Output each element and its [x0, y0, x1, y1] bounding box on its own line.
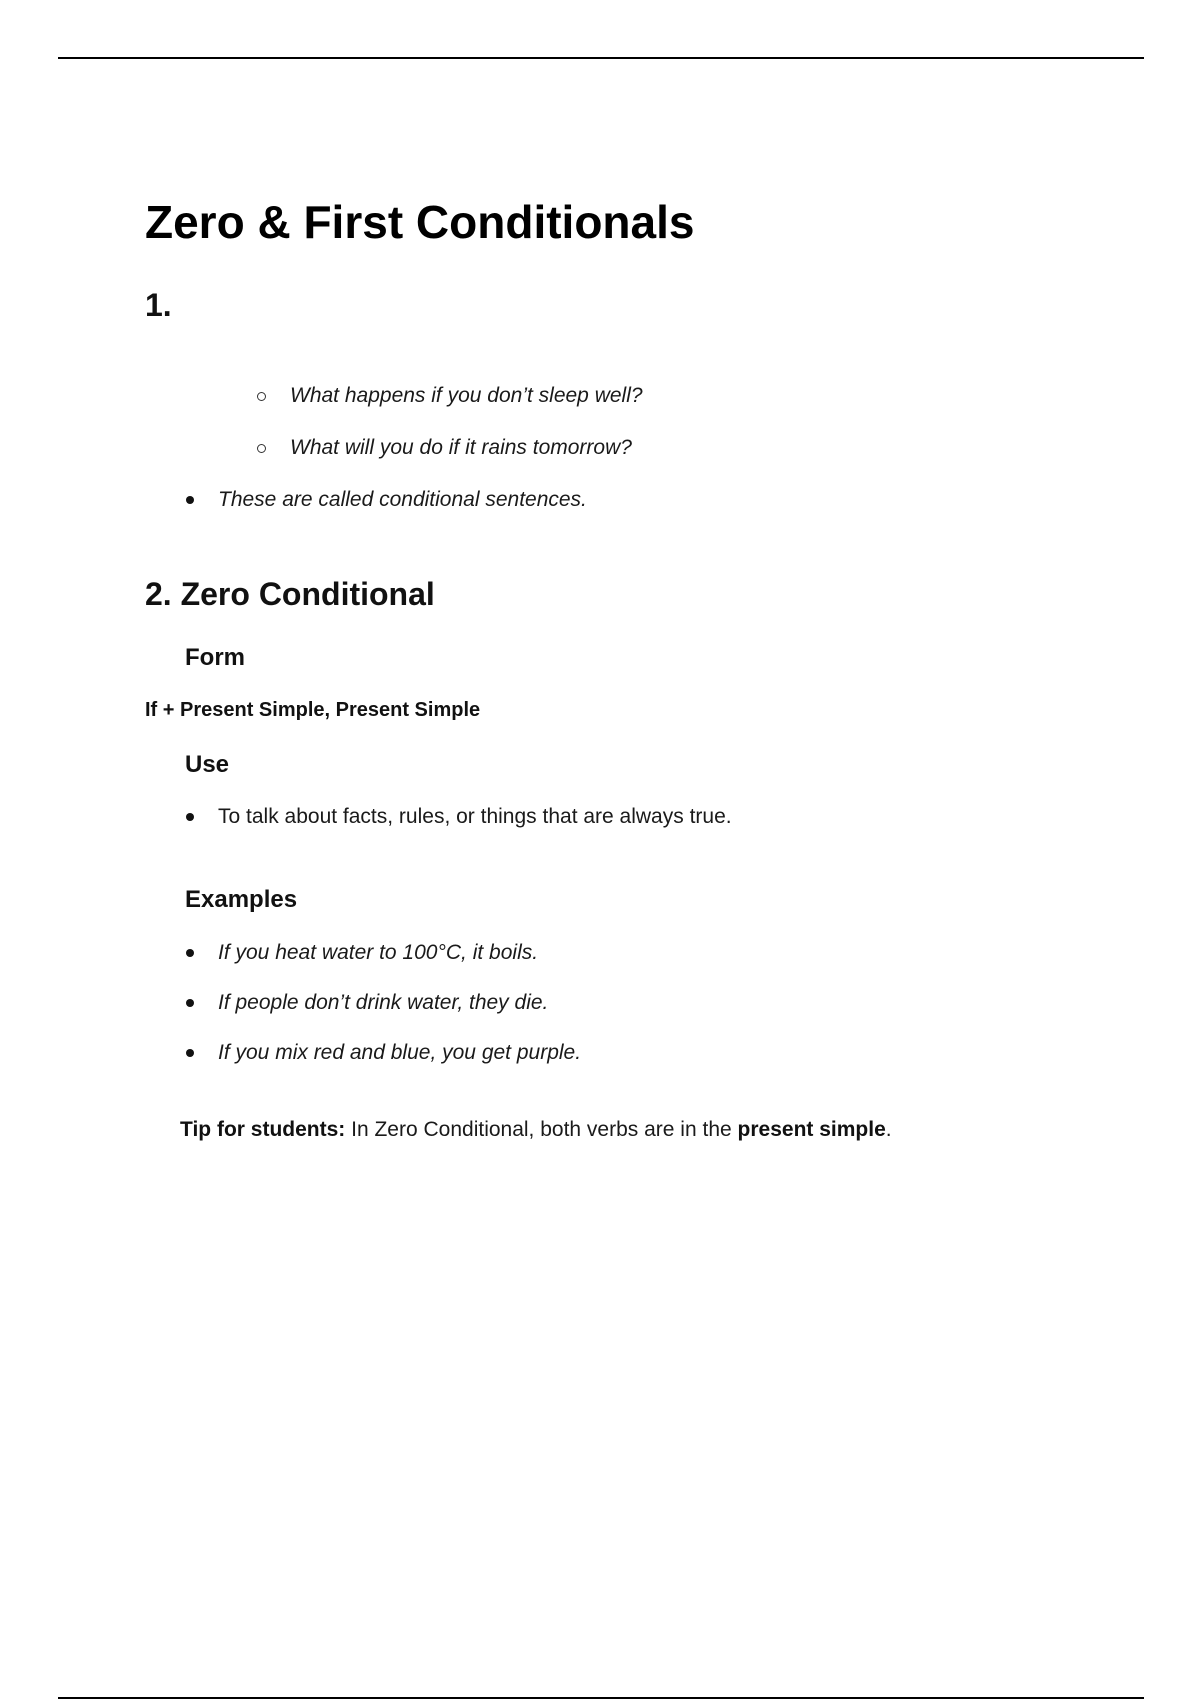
example-item: If people don’t drink water, they die.	[218, 991, 549, 1014]
header-rule	[58, 57, 1144, 59]
disc-bullet-icon	[186, 1049, 194, 1057]
circle-bullet-icon	[257, 444, 266, 453]
section-2-heading: 2. Zero Conditional	[145, 576, 435, 612]
tip-paragraph	[180, 1116, 892, 1144]
tip-emphasis: present simple	[737, 1118, 886, 1141]
tip-text: In Zero Conditional, both verbs are in the	[351, 1118, 732, 1141]
document-title: Zero & First Conditionals	[145, 196, 695, 248]
tip-end: .	[885, 1118, 892, 1141]
disc-bullet-icon	[186, 949, 194, 957]
use-item: To talk about facts, rules, or things that are always true.	[218, 805, 732, 828]
disc-bullet-icon	[186, 496, 194, 504]
circle-bullet-icon	[257, 392, 266, 401]
example-item: If you mix red and blue, you get purple.	[218, 1041, 582, 1064]
example-item: If you heat water to 100°C, it boils.	[218, 941, 539, 964]
form-heading: Form	[185, 644, 245, 671]
question-item: What happens if you don’t sleep well?	[290, 384, 643, 407]
disc-bullet-icon	[186, 813, 194, 821]
footer-rule	[58, 1697, 1144, 1699]
use-heading: Use	[185, 751, 230, 778]
disc-bullet-icon	[186, 999, 194, 1007]
section-1-note: These are called conditional sentences.	[218, 488, 587, 511]
tip-label: Tip for students:	[180, 1118, 346, 1141]
section-1-heading: 1.	[145, 287, 172, 323]
form-formula: If + Present Simple, Present Simple	[145, 699, 481, 721]
examples-heading: Examples	[185, 886, 298, 913]
question-item: What will you do if it rains tomorrow?	[290, 436, 632, 459]
